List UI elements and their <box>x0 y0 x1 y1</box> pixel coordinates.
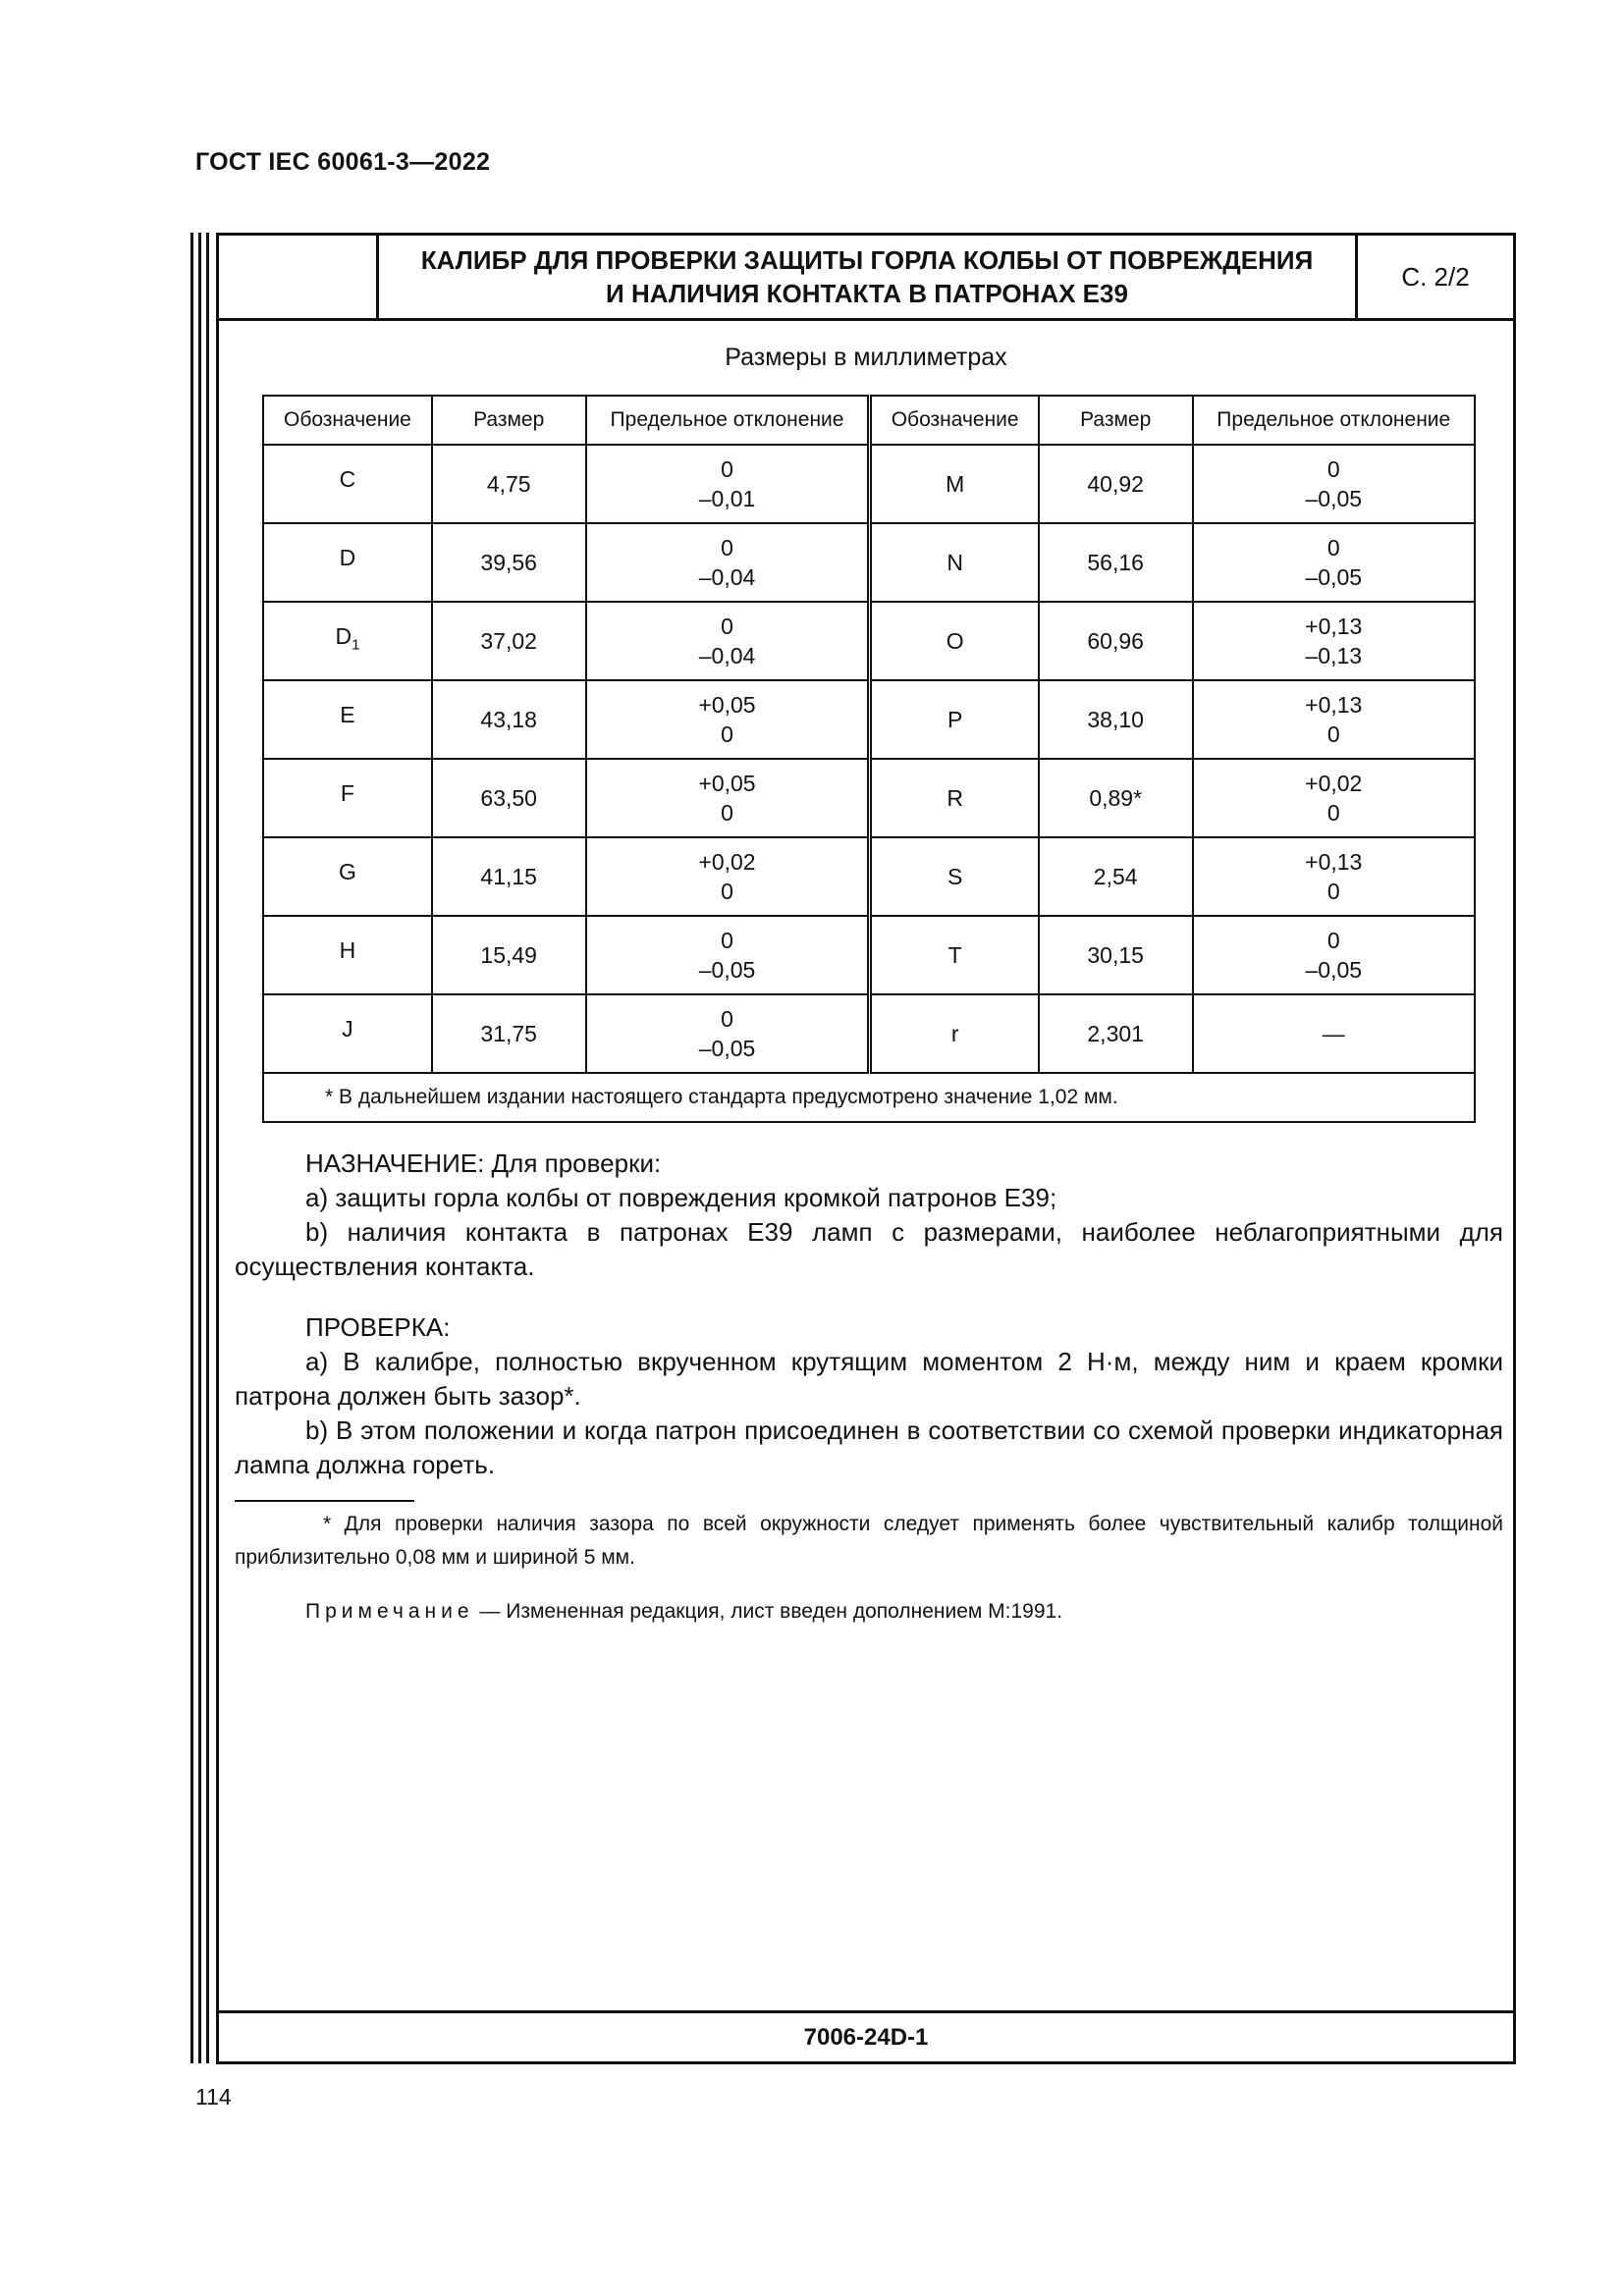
footnote-separator <box>235 1500 414 1502</box>
column-header: Размер <box>1039 396 1193 445</box>
margin-line <box>198 233 201 2063</box>
title-block <box>219 236 1513 321</box>
tolerance-cell <box>1193 445 1475 523</box>
check-item-b: b) В этом положении и когда патрон присоединен в соответствии со схемой проверки индикаторная лампа должна гореть. <box>235 1415 1503 1479</box>
table-header-row <box>263 396 1475 445</box>
tolerance-upper: +0,05 <box>698 692 756 718</box>
size-cell: 38,10 <box>1039 680 1193 759</box>
size-cell: 39,56 <box>432 523 586 602</box>
size-cell: 0,89* <box>1039 759 1193 837</box>
tolerance-lower: –0,05 <box>698 957 756 983</box>
size-cell: 37,02 <box>432 602 586 680</box>
footnote: * Для проверки наличия зазора по всей окружности следует применять более чувствительный калибр толщиной приблизительно 0,08 мм и шириной 5 мм. <box>235 1513 1503 1569</box>
check-item-a: a) В калибре, полностью вкрученном крутящим моментом 2 Н·м, между ним и краем кромки патрона должен быть зазор*. <box>235 1347 1503 1411</box>
column-header: Предельное отклонение <box>586 396 870 445</box>
note-text: — Измененная редакция, лист введен дополнением М:1991. <box>473 1600 1063 1623</box>
margin-line <box>190 233 193 2063</box>
size-cell: 30,15 <box>1039 916 1193 994</box>
table-row <box>263 837 1475 916</box>
tolerance-cell <box>586 445 870 523</box>
standard-header: ГОСТ IEC 60061-3—2022 <box>195 148 491 176</box>
tolerance-upper: 0 <box>721 614 733 639</box>
tolerance-cell <box>1193 602 1475 680</box>
symbol-cell: D <box>263 523 432 602</box>
tolerance-upper: +0,13 <box>1305 614 1363 639</box>
table-row <box>263 759 1475 837</box>
size-cell: 15,49 <box>432 916 586 994</box>
tolerance-lower: –0,05 <box>1305 486 1363 511</box>
size-cell: 60,96 <box>1039 602 1193 680</box>
title-empty-cell <box>219 236 379 318</box>
tolerance-upper: +0,02 <box>698 849 756 875</box>
tolerance-cell <box>1193 523 1475 602</box>
tolerance-lower: 0 <box>1326 721 1340 747</box>
purpose-heading: НАЗНАЧЕНИЕ: Для проверки: <box>305 1148 662 1178</box>
size-cell: 41,15 <box>432 837 586 916</box>
tolerance-upper: — <box>1322 1021 1345 1046</box>
tolerance-cell <box>1193 759 1475 837</box>
page-number: 114 <box>195 2084 232 2109</box>
table-row <box>263 916 1475 994</box>
tolerance-cell <box>1193 680 1475 759</box>
tolerance-cell <box>586 759 870 837</box>
tolerance-upper: +0,05 <box>698 771 756 796</box>
symbol-cell: J <box>263 994 432 1073</box>
tolerance-cell <box>586 680 870 759</box>
table-row <box>263 680 1475 759</box>
symbol-cell: C <box>263 445 432 523</box>
size-cell: 56,16 <box>1039 523 1193 602</box>
purpose-item-b: b) наличия контакта в патронах E39 ламп с размерами, наиболее неблагоприятными для осуществления контакта. <box>235 1217 1503 1281</box>
symbol-cell: N <box>870 523 1039 602</box>
symbol-cell: E <box>263 680 432 759</box>
table-footnote-row <box>263 1073 1475 1122</box>
size-cell: 4,75 <box>432 445 586 523</box>
tolerance-cell <box>1193 994 1475 1073</box>
tolerance-upper: 0 <box>721 535 733 561</box>
symbol-cell: r <box>870 994 1039 1073</box>
tolerance-upper: 0 <box>1326 535 1340 561</box>
symbol-cell: S <box>870 837 1039 916</box>
size-cell: 2,54 <box>1039 837 1193 916</box>
size-cell: 31,75 <box>432 994 586 1073</box>
tolerance-cell <box>586 837 870 916</box>
body-text <box>235 1147 1503 1629</box>
symbol-cell: R <box>870 759 1039 837</box>
symbol-cell: O <box>870 602 1039 680</box>
tolerance-lower: –0,05 <box>698 1036 756 1061</box>
tolerance-lower: 0 <box>721 800 733 826</box>
tolerance-upper: 0 <box>1326 928 1340 953</box>
tolerance-cell <box>1193 916 1475 994</box>
note <box>305 1594 1503 1629</box>
symbol-cell: P <box>870 680 1039 759</box>
tolerance-upper: +0,13 <box>1305 849 1363 875</box>
note-label: Примечание <box>305 1600 474 1623</box>
symbol-cell: G <box>263 837 432 916</box>
purpose-item-a: a) защиты горла колбы от повреждения кромкой патронов E39; <box>305 1183 1057 1212</box>
tolerance-lower: –0,04 <box>698 643 756 668</box>
symbol-cell: T <box>870 916 1039 994</box>
column-header: Размер <box>432 396 586 445</box>
tolerance-cell <box>586 602 870 680</box>
tolerance-lower: 0 <box>1326 879 1340 904</box>
dimensions-table <box>262 395 1476 1123</box>
table-row <box>263 994 1475 1073</box>
tolerance-upper: +0,02 <box>1305 771 1363 796</box>
tolerance-lower: –0,04 <box>698 564 756 590</box>
tolerance-lower: –0,01 <box>698 486 756 511</box>
tolerance-upper: 0 <box>721 1006 733 1032</box>
size-cell: 2,301 <box>1039 994 1193 1073</box>
units-caption: Размеры в миллиметрах <box>725 344 1007 371</box>
symbol-cell: $D_1$ <box>263 602 432 680</box>
tolerance-lower: 0 <box>1326 800 1340 826</box>
tolerance-lower: –0,13 <box>1305 643 1363 668</box>
column-header: Предельное отклонение <box>1193 396 1475 445</box>
column-header: Обозначение <box>870 396 1039 445</box>
table-row <box>263 523 1475 602</box>
table-footnote: * В дальнейшем издании настоящего стандарта предусмотрено значение 1,02 мм. <box>263 1073 1475 1122</box>
sheet-title: КАЛИБР ДЛЯ ПРОВЕРКИ ЗАЩИТЫ ГОРЛА КОЛБЫ ОТ ПОВРЕЖДЕНИЯ И НАЛИЧИЯ КОНТАКТА В ПАТРОНАХ Е39 <box>379 236 1358 318</box>
tolerance-upper: 0 <box>721 928 733 953</box>
column-header: Обозначение <box>263 396 432 445</box>
tolerance-lower: 0 <box>721 879 733 904</box>
tolerance-lower: –0,05 <box>1305 957 1363 983</box>
tolerance-cell <box>586 523 870 602</box>
tolerance-upper: 0 <box>721 456 733 482</box>
drawing-sheet-frame <box>216 233 1516 2064</box>
table-row <box>263 602 1475 680</box>
size-cell: 63,50 <box>432 759 586 837</box>
tolerance-lower: 0 <box>721 721 733 747</box>
margin-line <box>206 233 209 2063</box>
size-cell: 43,18 <box>432 680 586 759</box>
tolerance-cell <box>586 994 870 1073</box>
drawing-code: 7006-24D-1 <box>219 2010 1513 2061</box>
check-heading: ПРОВЕРКА: <box>305 1312 451 1342</box>
tolerance-cell <box>1193 837 1475 916</box>
symbol-cell: M <box>870 445 1039 523</box>
symbol-cell: H <box>263 916 432 994</box>
tolerance-cell <box>586 916 870 994</box>
size-cell: 40,92 <box>1039 445 1193 523</box>
tolerance-lower: –0,05 <box>1305 564 1363 590</box>
symbol-cell: F <box>263 759 432 837</box>
tolerance-upper: +0,13 <box>1305 692 1363 718</box>
sheet-number: С. 2/2 <box>1401 261 1470 292</box>
table-row <box>263 445 1475 523</box>
tolerance-upper: 0 <box>1326 456 1340 482</box>
